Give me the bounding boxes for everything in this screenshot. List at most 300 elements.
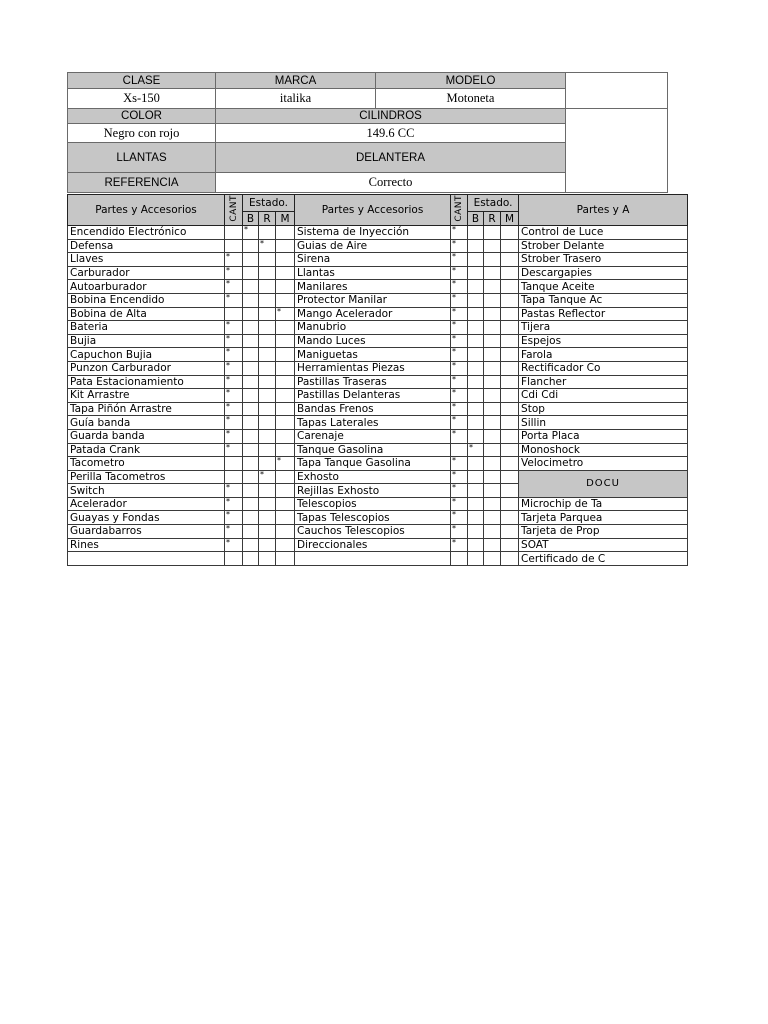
estado-b-cell <box>468 280 484 294</box>
estado-b-cell <box>243 552 259 566</box>
estado-b-cell <box>468 307 484 321</box>
estado-b-cell <box>243 266 259 280</box>
estado-r-cell <box>484 375 501 389</box>
estado-m-cell <box>501 484 519 498</box>
estado-b-cell <box>468 266 484 280</box>
estado-r-cell <box>259 511 276 525</box>
part-name <box>68 552 225 566</box>
part-name: Direccionales <box>295 538 451 552</box>
cant-cell: * <box>225 416 243 430</box>
table-row <box>68 307 688 321</box>
part-name: Guayas y Fondas <box>68 511 225 525</box>
estado-b-cell <box>468 511 484 525</box>
estado-r-cell <box>484 538 501 552</box>
estado-m-cell <box>276 239 295 253</box>
estado-r-cell <box>484 253 501 267</box>
part-name: Porta Placa <box>519 429 688 443</box>
part-name: Tijera <box>519 321 688 335</box>
estado-m-cell <box>501 253 519 267</box>
cant-cell: * <box>451 511 468 525</box>
part-name: Telescopios <box>295 497 451 511</box>
estado-r-cell <box>484 416 501 430</box>
part-name: Stop <box>519 402 688 416</box>
part-name: Cdi Cdi <box>519 389 688 403</box>
estado-m-cell <box>276 266 295 280</box>
estado-r-cell <box>259 375 276 389</box>
part-name: Tapa Tanque Gasolina <box>295 457 451 471</box>
part-name: Guía banda <box>68 416 225 430</box>
part-name: Descargapies <box>519 266 688 280</box>
estado-r-cell <box>259 457 276 471</box>
cant-cell <box>225 552 243 566</box>
cant-cell: * <box>451 239 468 253</box>
estado-m-cell <box>501 457 519 471</box>
estado-b-cell <box>468 334 484 348</box>
estado-m-cell <box>276 429 295 443</box>
estado-b-cell <box>243 497 259 511</box>
part-name <box>295 552 451 566</box>
cant-cell: * <box>225 334 243 348</box>
blank-cell <box>566 73 668 109</box>
vehicle-header-table <box>67 72 668 193</box>
estado-b-cell <box>468 226 484 240</box>
cant-cell <box>451 443 468 457</box>
estado-m-cell <box>501 538 519 552</box>
estado-r-cell <box>484 484 501 498</box>
estado-m-cell <box>276 361 295 375</box>
estado-b-cell <box>468 457 484 471</box>
estado-r-cell <box>484 389 501 403</box>
estado-m-cell <box>276 348 295 362</box>
estado-b-cell <box>243 321 259 335</box>
part-name: Farola <box>519 348 688 362</box>
estado-m-cell <box>276 280 295 294</box>
part-name: Mango Acelerador <box>295 307 451 321</box>
estado-r-cell <box>259 266 276 280</box>
part-name: Rines <box>68 538 225 552</box>
cant-cell: * <box>225 443 243 457</box>
cant-cell: * <box>451 253 468 267</box>
estado-b-cell <box>243 525 259 539</box>
part-name: Switch <box>68 484 225 498</box>
part-name: Flancher <box>519 375 688 389</box>
estado-b-cell <box>468 239 484 253</box>
part-name: Punzon Carburador <box>68 361 225 375</box>
cant-cell: * <box>451 402 468 416</box>
estado-b-cell <box>243 416 259 430</box>
table-row <box>68 416 688 430</box>
estado-b-cell <box>243 484 259 498</box>
estado-m-cell <box>501 307 519 321</box>
estado-r-cell <box>259 334 276 348</box>
estado-b-cell: * <box>243 226 259 240</box>
cant-cell: * <box>451 334 468 348</box>
table-row <box>68 375 688 389</box>
estado-r-cell <box>484 239 501 253</box>
estado-b-cell <box>243 470 259 484</box>
part-name: Defensa <box>68 239 225 253</box>
part-name: Exhosto <box>295 470 451 484</box>
estado-r-cell <box>259 321 276 335</box>
part-name: Acelerador <box>68 497 225 511</box>
part-name: Perilla Tacometros <box>68 470 225 484</box>
part-name: Capuchon Bujia <box>68 348 225 362</box>
estado-b-cell <box>468 293 484 307</box>
estado-m-cell <box>501 389 519 403</box>
estado-m-cell <box>501 470 519 484</box>
estado-r-cell <box>484 443 501 457</box>
table-row <box>68 266 688 280</box>
estado-r-cell <box>259 497 276 511</box>
cant-cell <box>225 307 243 321</box>
estado-m-cell <box>501 443 519 457</box>
estado-b-cell <box>468 402 484 416</box>
estado-b-cell <box>243 402 259 416</box>
marca-label: MARCA <box>216 73 376 89</box>
estado-r-cell <box>484 470 501 484</box>
parts-table <box>67 194 688 566</box>
documentos-section-header: DOCU <box>519 470 688 497</box>
estado-b-cell <box>468 348 484 362</box>
estado-r-cell <box>484 226 501 240</box>
modelo-label: MODELO <box>376 73 566 89</box>
m-header-1: M <box>276 212 295 226</box>
estado-r-cell <box>484 334 501 348</box>
cant-cell: * <box>225 429 243 443</box>
cant-cell: * <box>451 280 468 294</box>
estado-m-cell <box>276 334 295 348</box>
estado-m-cell <box>501 293 519 307</box>
estado-r-cell <box>484 348 501 362</box>
part-name: Maniguetas <box>295 348 451 362</box>
part-name: Llaves <box>68 253 225 267</box>
table-row <box>68 226 688 240</box>
estado-r-cell <box>259 402 276 416</box>
part-name: Sillin <box>519 416 688 430</box>
part-name: Velocimetro <box>519 457 688 471</box>
estado-b-cell <box>243 375 259 389</box>
estado-m-cell <box>276 470 295 484</box>
table-row <box>68 389 688 403</box>
estado-b-cell <box>468 361 484 375</box>
estado-r-cell <box>484 429 501 443</box>
cant-cell <box>225 457 243 471</box>
part-name: Tapas Telescopios <box>295 511 451 525</box>
estado-m-cell <box>501 361 519 375</box>
table-row <box>68 293 688 307</box>
estado-r-cell <box>484 511 501 525</box>
estado-b-cell <box>243 429 259 443</box>
cant-header-2: CANT <box>451 195 468 226</box>
cant-cell: * <box>451 389 468 403</box>
cant-cell: * <box>225 538 243 552</box>
estado-r-cell: * <box>259 239 276 253</box>
part-name: Rejillas Exhosto <box>295 484 451 498</box>
estado-m-cell <box>501 402 519 416</box>
cant-cell: * <box>451 361 468 375</box>
cant-cell: * <box>451 457 468 471</box>
part-name: Guarda banda <box>68 429 225 443</box>
part-name: Tapas Laterales <box>295 416 451 430</box>
estado-m-cell <box>501 239 519 253</box>
estado-r-cell <box>484 361 501 375</box>
estado-r-cell <box>484 307 501 321</box>
estado-r-cell <box>259 525 276 539</box>
estado-r-cell <box>259 307 276 321</box>
table-row <box>68 457 688 471</box>
estado-header-1: Estado. <box>243 195 295 212</box>
estado-r-cell <box>484 266 501 280</box>
part-name: Guardabarros <box>68 525 225 539</box>
estado-b-cell <box>243 307 259 321</box>
cant-cell: * <box>225 389 243 403</box>
estado-b-cell <box>468 389 484 403</box>
estado-m-cell <box>276 253 295 267</box>
part-name: Bandas Frenos <box>295 402 451 416</box>
estado-m-cell <box>276 416 295 430</box>
part-name: Protector Manilar <box>295 293 451 307</box>
cant-cell <box>225 239 243 253</box>
estado-m-cell <box>276 552 295 566</box>
table-row <box>68 429 688 443</box>
clase-value: Xs-150 <box>68 89 216 109</box>
part-name: Bobina de Alta <box>68 307 225 321</box>
table-row <box>68 321 688 335</box>
cant-cell: * <box>451 497 468 511</box>
table-row <box>68 280 688 294</box>
color-value: Negro con rojo <box>68 124 216 143</box>
part-name: Guias de Aire <box>295 239 451 253</box>
estado-b-cell <box>243 253 259 267</box>
estado-m-cell <box>501 525 519 539</box>
part-name: Pastas Reflector <box>519 307 688 321</box>
estado-m-cell <box>276 321 295 335</box>
blank-cell <box>566 109 668 193</box>
estado-m-cell <box>276 511 295 525</box>
table-row <box>68 538 688 552</box>
estado-m-cell <box>501 375 519 389</box>
part-name: Certificado de C <box>519 552 688 566</box>
part-name: Carburador <box>68 266 225 280</box>
table-row <box>68 361 688 375</box>
estado-b-cell <box>468 552 484 566</box>
estado-r-cell <box>259 484 276 498</box>
part-name: Tarjeta Parquea <box>519 511 688 525</box>
cant-cell: * <box>451 266 468 280</box>
part-name: Tacometro <box>68 457 225 471</box>
estado-r-cell <box>259 293 276 307</box>
cant-cell: * <box>451 484 468 498</box>
cant-cell: * <box>451 429 468 443</box>
estado-b-cell <box>243 293 259 307</box>
estado-m-cell <box>276 293 295 307</box>
estado-b-cell <box>468 497 484 511</box>
estado-b-cell <box>243 443 259 457</box>
referencia-label: REFERENCIA <box>68 173 216 193</box>
parts-header-2: Partes y Accesorios <box>295 195 451 226</box>
estado-r-cell <box>484 402 501 416</box>
estado-b-cell <box>468 484 484 498</box>
cant-cell: * <box>451 307 468 321</box>
estado-r-cell <box>259 361 276 375</box>
part-name: Monoshock <box>519 443 688 457</box>
cant-cell: * <box>451 525 468 539</box>
estado-m-cell <box>501 334 519 348</box>
part-name: Carenaje <box>295 429 451 443</box>
estado-m-cell <box>501 497 519 511</box>
estado-r-cell <box>484 457 501 471</box>
part-name: Manubrio <box>295 321 451 335</box>
table-row <box>68 497 688 511</box>
estado-b-cell <box>468 321 484 335</box>
estado-m-cell <box>276 525 295 539</box>
cant-cell: * <box>225 484 243 498</box>
inspection-sheet <box>67 72 630 572</box>
table-row <box>68 402 688 416</box>
cant-cell: * <box>225 525 243 539</box>
estado-r-cell <box>259 443 276 457</box>
table-row <box>68 253 688 267</box>
estado-r-cell <box>484 321 501 335</box>
cant-cell: * <box>225 293 243 307</box>
delantera-label: DELANTERA <box>216 143 566 173</box>
estado-b-cell <box>243 239 259 253</box>
estado-b-cell <box>243 361 259 375</box>
part-name: Sirena <box>295 253 451 267</box>
cant-cell <box>225 226 243 240</box>
part-name: Pastillas Delanteras <box>295 389 451 403</box>
estado-m-cell: * <box>276 307 295 321</box>
cant-cell <box>225 470 243 484</box>
r-header-1: R <box>259 212 276 226</box>
estado-b-cell <box>468 416 484 430</box>
estado-m-cell <box>276 402 295 416</box>
table-row <box>68 525 688 539</box>
part-name: Tarjeta de Prop <box>519 525 688 539</box>
part-name: Manilares <box>295 280 451 294</box>
cant-cell: * <box>451 470 468 484</box>
part-name: Mando Luces <box>295 334 451 348</box>
part-name: Bobina Encendido <box>68 293 225 307</box>
llantas-label: LLANTAS <box>68 143 216 173</box>
parts-header-3: Partes y A <box>519 195 688 226</box>
cant-cell: * <box>225 497 243 511</box>
estado-b-cell <box>243 389 259 403</box>
estado-r-cell <box>484 552 501 566</box>
part-name: Espejos <box>519 334 688 348</box>
part-name: Microchip de Ta <box>519 497 688 511</box>
estado-b-cell: * <box>468 443 484 457</box>
cant-cell: * <box>225 511 243 525</box>
estado-r-cell: * <box>259 470 276 484</box>
cant-cell: * <box>225 253 243 267</box>
part-name: Tapa Piñón Arrastre <box>68 402 225 416</box>
estado-m-cell <box>501 511 519 525</box>
estado-b-cell <box>468 525 484 539</box>
estado-r-cell <box>259 552 276 566</box>
estado-r-cell <box>484 280 501 294</box>
part-name: Patada Crank <box>68 443 225 457</box>
estado-m-cell <box>501 429 519 443</box>
estado-b-cell <box>243 334 259 348</box>
part-name: Tanque Aceite <box>519 280 688 294</box>
r-header-2: R <box>484 212 501 226</box>
modelo-value: Motoneta <box>376 89 566 109</box>
parts-header-1: Partes y Accesorios <box>68 195 225 226</box>
part-name: Tapa Tanque Ac <box>519 293 688 307</box>
table-row <box>68 511 688 525</box>
estado-m-cell <box>501 348 519 362</box>
b-header-1: B <box>243 212 259 226</box>
estado-r-cell <box>259 280 276 294</box>
part-name: Autoarburador <box>68 280 225 294</box>
part-name: Strober Delante <box>519 239 688 253</box>
part-name: Rectificador Co <box>519 361 688 375</box>
cant-cell: * <box>451 226 468 240</box>
cant-cell: * <box>451 416 468 430</box>
table-row <box>68 552 688 566</box>
estado-m-cell <box>501 416 519 430</box>
estado-r-cell <box>259 348 276 362</box>
cant-cell: * <box>225 402 243 416</box>
estado-b-cell <box>468 470 484 484</box>
estado-m-cell <box>501 266 519 280</box>
part-name: Cauchos Telescopios <box>295 525 451 539</box>
part-name: Pata Estacionamiento <box>68 375 225 389</box>
color-label: COLOR <box>68 109 216 124</box>
estado-m-cell: * <box>276 457 295 471</box>
estado-b-cell <box>468 538 484 552</box>
table-row <box>68 334 688 348</box>
cant-cell: * <box>225 375 243 389</box>
estado-r-cell <box>259 538 276 552</box>
cant-header-1: CANT <box>225 195 243 226</box>
cant-cell: * <box>451 293 468 307</box>
estado-m-cell <box>501 280 519 294</box>
estado-r-cell <box>259 389 276 403</box>
table-row <box>68 470 688 484</box>
estado-b-cell <box>243 457 259 471</box>
part-name: Herramientas Piezas <box>295 361 451 375</box>
cant-cell: * <box>225 348 243 362</box>
cilindros-label: CILINDROS <box>216 109 566 124</box>
part-name: Pastillas Traseras <box>295 375 451 389</box>
marca-value: italika <box>216 89 376 109</box>
estado-r-cell <box>259 253 276 267</box>
table-row <box>68 443 688 457</box>
table-row <box>68 239 688 253</box>
estado-r-cell <box>484 497 501 511</box>
cant-cell: * <box>451 348 468 362</box>
estado-b-cell <box>243 538 259 552</box>
cilindros-value: 149.6 CC <box>216 124 566 143</box>
part-name: Kit Arrastre <box>68 389 225 403</box>
cant-cell: * <box>451 375 468 389</box>
part-name: Sistema de Inyección <box>295 226 451 240</box>
part-name: Encendido Electrónico <box>68 226 225 240</box>
estado-m-cell <box>276 389 295 403</box>
estado-b-cell <box>243 348 259 362</box>
estado-m-cell <box>276 226 295 240</box>
estado-r-cell <box>259 226 276 240</box>
estado-r-cell <box>259 429 276 443</box>
estado-m-cell <box>276 484 295 498</box>
part-name: Bujia <box>68 334 225 348</box>
part-name: Strober Trasero <box>519 253 688 267</box>
delantera-value: Correcto <box>216 173 566 193</box>
cant-cell: * <box>451 321 468 335</box>
estado-b-cell <box>468 429 484 443</box>
